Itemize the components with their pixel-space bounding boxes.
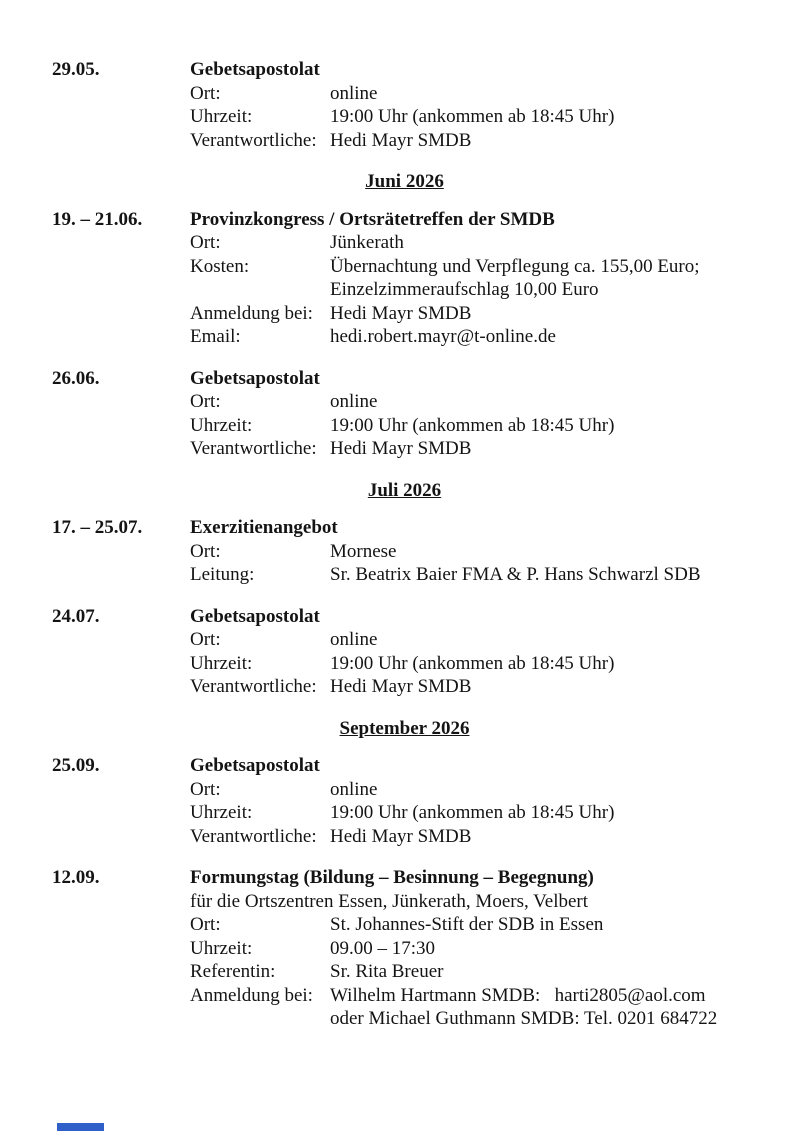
detail-value-line: Jünkerath: [330, 232, 404, 253]
event-title: Gebetsapostolat: [190, 59, 320, 80]
detail-row: [190, 675, 757, 699]
detail-label: Ort:: [190, 391, 221, 412]
detail-row: [190, 652, 757, 676]
event-date: 12.09.: [52, 867, 100, 888]
event-title: Provinzkongress / Ortsrätetreffen der SMDB: [190, 208, 555, 230]
event-title: Gebetsapostolat: [190, 367, 320, 389]
event-content: [190, 58, 757, 152]
detail-label: Kosten:: [190, 255, 250, 277]
detail-value: [330, 675, 471, 699]
detail-value-line: Hedi Mayr SMDB: [330, 438, 472, 459]
detail-value: [330, 414, 614, 438]
detail-row: [190, 129, 757, 153]
event-title: Gebetsapostolat: [190, 755, 320, 776]
event-date: 17. – 25.07.: [52, 517, 143, 538]
event-block: [52, 58, 757, 152]
detail-label: Verantwortliche:: [190, 825, 317, 847]
detail-row: [190, 984, 757, 1031]
detail-label: Ort:: [190, 778, 221, 800]
detail-label: Anmeldung bei:: [190, 984, 313, 1006]
detail-value-line: Hedi Mayr SMDB: [330, 676, 472, 697]
event-block: [52, 866, 757, 1031]
detail-value-line: 19:00 Uhr (ankommen ab 18:45 Uhr): [330, 802, 615, 823]
detail-label: Ort:: [190, 232, 221, 253]
detail-label: Email:: [190, 326, 241, 347]
detail-value: [330, 82, 378, 106]
detail-row: [190, 937, 757, 961]
detail-value: [330, 325, 556, 349]
detail-value-line: 09.00 – 17:30: [330, 937, 436, 959]
detail-row: [190, 390, 757, 414]
detail-row: [190, 801, 757, 825]
detail-row: [190, 231, 757, 255]
detail-value: [330, 231, 404, 255]
event-date: 25.09.: [52, 755, 100, 776]
event-content: [190, 605, 757, 699]
detail-value: [330, 628, 378, 652]
detail-value-line: online: [330, 629, 378, 650]
event-content: [190, 516, 757, 587]
detail-row: [190, 414, 757, 438]
footer-blue-bar: [57, 1123, 104, 1131]
event-date: 19. – 21.06.: [52, 208, 143, 230]
detail-label: Uhrzeit:: [190, 937, 253, 959]
detail-row: [190, 255, 757, 302]
detail-value-line: Übernachtung und Verpflegung ca. 155,00 Euro;: [330, 255, 700, 277]
event-content: [190, 866, 757, 1031]
detail-value: [330, 437, 471, 461]
event-date: 24.07.: [52, 605, 100, 627]
detail-value: [330, 984, 717, 1031]
detail-label: Ort:: [190, 629, 221, 650]
detail-value: [330, 652, 614, 676]
detail-row: [190, 325, 757, 349]
detail-value: [330, 937, 435, 961]
detail-value-line: online: [330, 391, 378, 412]
detail-label: Uhrzeit:: [190, 802, 253, 823]
detail-value-line: St. Johannes-Stift der SDB in Essen: [330, 914, 604, 935]
detail-value-line: Hedi Mayr SMDB: [330, 129, 472, 151]
event-content: [190, 754, 757, 848]
detail-label: Ort:: [190, 914, 221, 935]
event-block: [52, 605, 757, 699]
detail-row: [190, 105, 757, 129]
detail-value-line: 19:00 Uhr (ankommen ab 18:45 Uhr): [330, 414, 615, 436]
event-date: 29.05.: [52, 59, 100, 80]
detail-row: [190, 540, 757, 564]
detail-value: [330, 390, 378, 414]
detail-row: [190, 913, 757, 937]
detail-label: Verantwortliche:: [190, 438, 317, 459]
detail-label: Uhrzeit:: [190, 106, 253, 127]
event-date: 26.06.: [52, 367, 100, 389]
detail-label: Ort:: [190, 82, 221, 104]
detail-row: [190, 825, 757, 849]
detail-value: [330, 540, 396, 564]
event-content: [190, 367, 757, 461]
event-content: [190, 208, 757, 349]
detail-value-line: online: [330, 778, 378, 800]
detail-value-line: Sr. Beatrix Baier FMA & P. Hans Schwarzl SDB: [330, 564, 701, 585]
detail-label: Anmeldung bei:: [190, 302, 313, 324]
detail-row: [190, 778, 757, 802]
schedule-sections: [52, 58, 757, 1031]
detail-label: Ort:: [190, 540, 221, 562]
detail-value: [330, 801, 614, 825]
month-header: September 2026: [339, 717, 470, 739]
detail-value: [330, 129, 471, 153]
detail-label: Verantwortliche:: [190, 676, 317, 697]
event-subtitle: für die Ortszentren Essen, Jünkerath, Moers, Velbert: [190, 890, 589, 912]
detail-row: [190, 437, 757, 461]
detail-label: Leitung:: [190, 564, 255, 585]
detail-value: [330, 105, 614, 129]
detail-value-line: oder Michael Guthmann SMDB: Tel. 0201 684722: [330, 1008, 718, 1029]
detail-value-line: Wilhelm Hartmann SMDB: harti2805@aol.com: [330, 984, 706, 1006]
detail-label: Uhrzeit:: [190, 414, 253, 436]
detail-value: [330, 255, 700, 302]
event-block: [52, 208, 757, 349]
detail-value: [330, 563, 701, 587]
event-block: [52, 367, 757, 461]
detail-value-line: Mornese: [330, 540, 397, 562]
detail-value: [330, 913, 603, 937]
detail-value-line: hedi.robert.mayr@t-online.de: [330, 326, 556, 347]
event-title: Exerzitienangebot: [190, 517, 338, 538]
detail-row: [190, 628, 757, 652]
detail-row: [190, 960, 757, 984]
detail-row: [190, 302, 757, 326]
detail-value: [330, 302, 471, 326]
detail-row: [190, 563, 757, 587]
event-block: [52, 516, 757, 587]
month-header: Juni 2026: [365, 171, 444, 192]
detail-row: [190, 82, 757, 106]
detail-value-line: 19:00 Uhr (ankommen ab 18:45 Uhr): [330, 106, 615, 127]
detail-value-line: 19:00 Uhr (ankommen ab 18:45 Uhr): [330, 652, 615, 674]
detail-value-line: Sr. Rita Breuer: [330, 961, 444, 982]
event-block: [52, 754, 757, 848]
detail-label: Verantwortliche:: [190, 129, 317, 151]
detail-label: Referentin:: [190, 961, 276, 982]
detail-value-line: Hedi Mayr SMDB: [330, 302, 472, 324]
event-title: Gebetsapostolat: [190, 605, 320, 627]
detail-value-line: Einzelzimmeraufschlag 10,00 Euro: [330, 279, 599, 300]
detail-value: [330, 825, 471, 849]
detail-value-line: Hedi Mayr SMDB: [330, 825, 472, 847]
detail-label: Uhrzeit:: [190, 652, 253, 674]
detail-value: [330, 778, 378, 802]
detail-value-line: online: [330, 82, 378, 104]
event-title: Formungstag (Bildung – Besinnung – Begegnung): [190, 867, 594, 888]
detail-value: [330, 960, 443, 984]
month-header: Juli 2026: [367, 479, 442, 501]
